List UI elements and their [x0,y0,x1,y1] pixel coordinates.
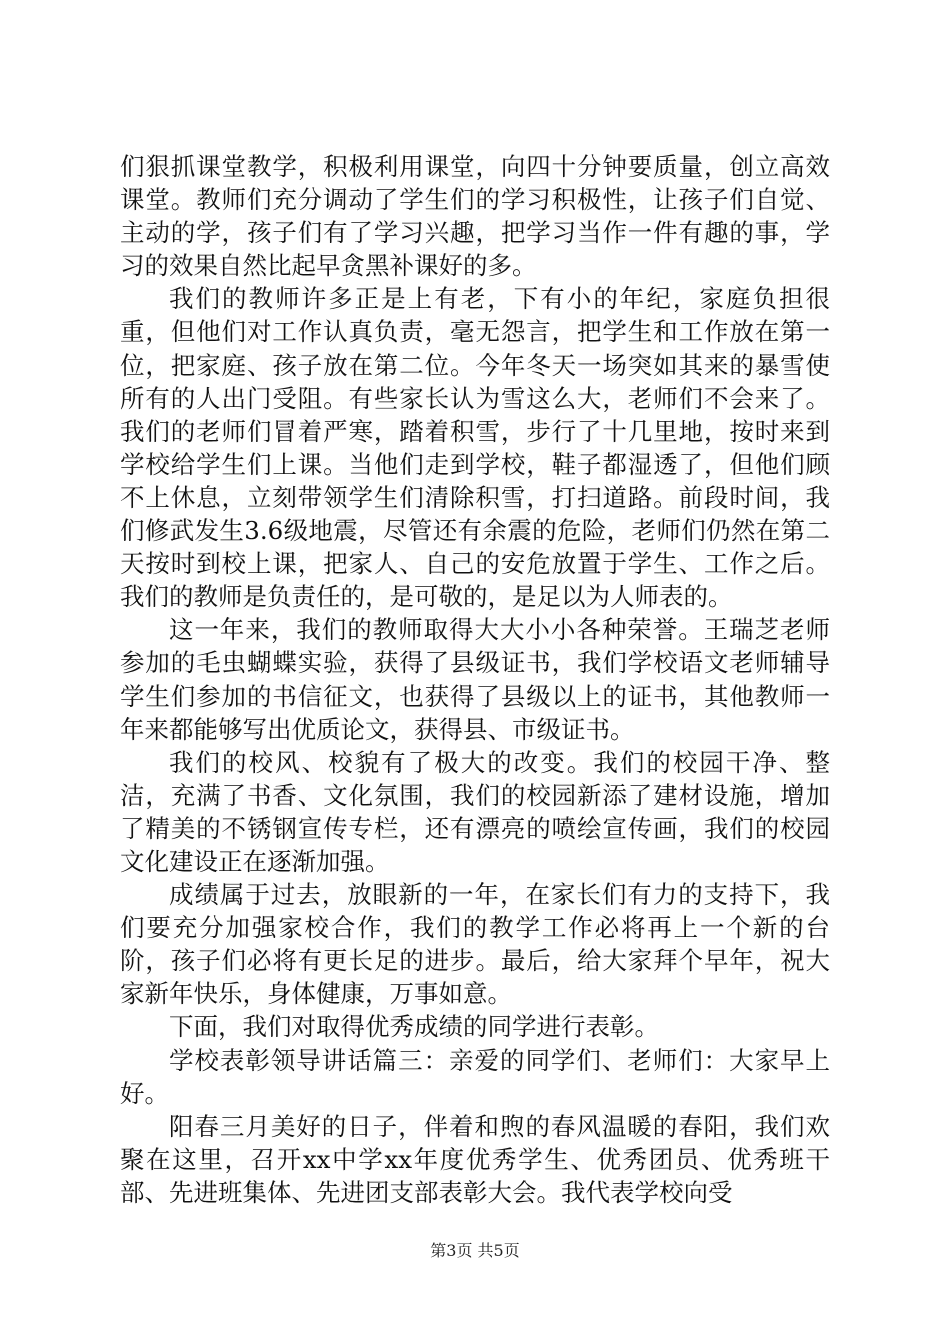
paragraph-new-year: 成绩属于过去，放眼新的一年，在家长们有力的支持下，我们要充分加强家校合作，我们的教学工作必将再上一个新的台阶，孩子们必将有更长足的进步。最后，给大家拜个早年，祝大家新年快乐，身体健康，万事如意。 [120,880,830,1009]
paragraph-teachers-dedication: 我们的教师许多正是上有老，下有小的年纪，家庭负担很重，但他们对工作认真负责，毫无怨言，把学生和工作放在第一位，把家庭、孩子放在第二位。今年冬天一场突如其来的暴雪使所有的人出门受阻。有些家长认为雪这么大，老师们不会来了。我们的老师们冒着严寒，踏着积雪，步行了十几里地，按时来到学校给学生们上课。当他们走到学校，鞋子都湿透了，但他们顾不上休息，立刻带领学生们清除积雪，打扫道路。前段时间，我们修武发生3.6级地震，尽管还有余震的危险，老师们仍然在第二天按时到校上课，把家人、自己的安危放置于学生、工作之后。我们的教师是负责任的，是可敬的，是足以为人师表的。 [120,284,830,612]
page-number-footer: 第3页 共5页 [430,1241,520,1260]
paragraph-teacher-honors: 这一年来，我们的教师取得大大小小各种荣誉。王瑞芝老师参加的毛虫蝴蝶实验，获得了县级证书，我们学校语文老师辅导学生们参加的书信征文，也获得了县级以上的证书，其他教师一年来都能够写出优质论文，获得县、市级证书。 [120,615,830,744]
body-text [120,150,830,1209]
paragraph-campus-change: 我们的校风、校貌有了极大的改变。我们的校园干净、整洁，充满了书香、文化氛围，我们的校园新添了建材设施，增加了精美的不锈钢宣传专栏，还有漂亮的喷绘宣传画，我们的校园文化建设正在逐渐加强。 [120,747,830,876]
paragraph-commendation-intro: 下面，我们对取得优秀成绩的同学进行表彰。 [169,1012,659,1042]
paragraph-spring-assembly: 阳春三月美好的日子，伴着和煦的春风温暖的春阳，我们欢聚在这里，召开xx中学xx年度优秀学生、优秀团员、优秀班干部、先进班集体、先进团支部表彰大会。我代表学校向受 [120,1111,830,1207]
paragraph-speech-three-heading: 学校表彰领导讲话篇三：亲爱的同学们、老师们：大家早上好。 [120,1045,830,1108]
paragraph-continuation: 们狠抓课堂教学，积极利用课堂，向四十分钟要质量，创立高效课堂。教师们充分调动了学生们的学习积极性，让孩子们自觉、主动的学，孩子们有了学习兴趣，把学习当作一件有趣的事，学习的效果自然比起早贪黑补课好的多。 [120,152,830,281]
